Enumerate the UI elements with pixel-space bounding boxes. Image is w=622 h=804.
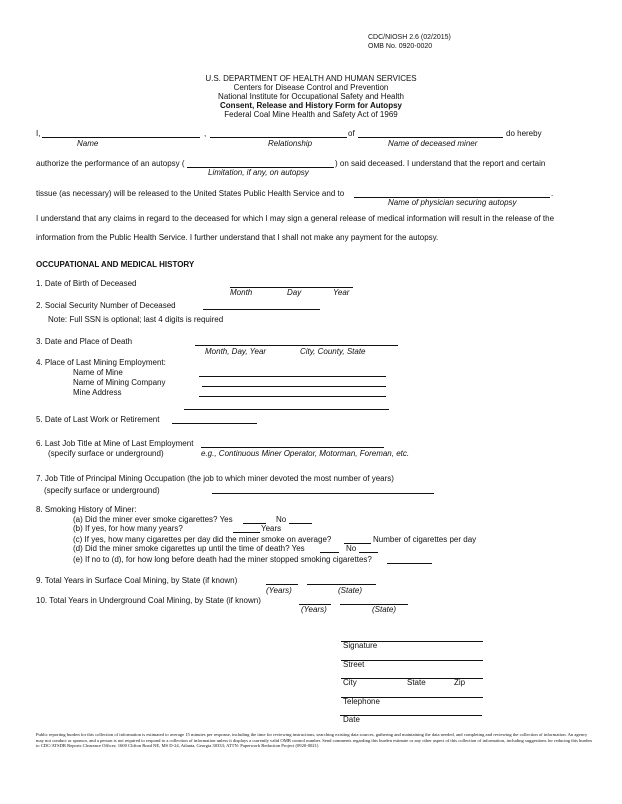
form-code: CDC/NIOSH 2.6 (02/2015) [368,34,451,41]
consent-i: I, [36,129,41,138]
hereby-text: do hereby [506,129,542,138]
last-job-field[interactable] [201,447,384,448]
death-place-label: City, County, State [300,347,366,356]
q8c-label: (c) If yes, how many cigarettes per day did the miner smoke on average? [73,535,332,544]
signature-label: Signature [343,641,378,650]
day-label: Day [287,288,302,297]
q6-spec: (specify surface or underground) [48,449,164,458]
q8c-unit: Number of cigarettes per day [373,535,477,544]
q10-state-label: (State) [372,605,397,614]
deceased-label: Name of deceased miner [388,139,478,148]
date-label: Date [343,715,360,724]
ssn-field[interactable] [203,309,320,310]
period: . [551,189,554,198]
zip-label: Zip [454,678,466,687]
relationship-field[interactable] [210,137,347,138]
q8b-label: (b) If yes, for how many years? [73,524,183,533]
q8d-no-field[interactable] [359,552,378,553]
q6-example: e.g., Continuous Miner Operator, Motorman, Foreman, etc. [201,449,410,458]
form-title: Consent, Release and History Form for Autopsy [220,101,402,110]
claims-text-1: I understand that any claims in regard to the deceased for which I may sign a general release of medical information will result in the release of the [36,214,555,223]
q2-label: 2. Social Security Number of Deceased [36,301,176,310]
name-field[interactable] [42,137,200,138]
comma: , [204,129,207,138]
q10-years-label: (Years) [301,605,327,614]
name-label: Name [77,139,99,148]
mine-name-label: Name of Mine [73,368,123,377]
q9-label: 9. Total Years in Surface Coal Mining, by State (if known) [36,576,238,585]
mine-name-field[interactable] [199,376,386,377]
telephone-label: Telephone [343,697,380,706]
q4-label: 4. Place of Last Mining Employment: [36,358,166,367]
q8d-no-label: No [346,544,357,553]
address-field[interactable] [199,396,386,397]
omb-number: OMB No. 0920-0020 [368,43,433,50]
q9-years-field[interactable] [266,584,298,585]
q5-label: 5. Date of Last Work or Retirement [36,415,160,424]
company-field[interactable] [202,386,386,387]
q6-label: 6. Last Job Title at Mine of Last Employment [36,439,194,448]
act-title: Federal Coal Mine Health and Safety Act of 1969 [224,110,398,119]
q3-label: 3. Date and Place of Death [36,337,133,346]
q1-label: 1. Date of Birth of Deceased [36,279,137,288]
q7-label: 7. Job Title of Principal Mining Occupation (the job to which miner devoted the most number of years) [36,474,394,483]
company-label: Name of Mining Company [73,378,166,387]
address-label: Mine Address [73,388,122,397]
tissue-text: tissue (as necessary) will be released to the United States Public Health Service and to [36,189,345,198]
section-heading: OCCUPATIONAL AND MEDICAL HISTORY [36,260,195,269]
principal-job-field[interactable] [212,493,434,494]
authorize-text: authorize the performance of an autopsy ( [36,159,185,168]
q9-state-field[interactable] [307,584,376,585]
date-field[interactable] [340,715,482,716]
death-field[interactable] [195,345,398,346]
city-label: City [343,678,357,687]
q8a-label: (a) Did the miner ever smoke cigarettes? Yes [73,515,233,524]
death-date-label: Month, Day, Year [205,347,267,356]
q9-years-label: (Years) [266,586,292,595]
claims-text-2: information from the Public Health Service. I further understand that I shall not make any payment for the autopsy. [36,233,439,242]
of-text: of [348,129,355,138]
last-work-field[interactable] [172,423,257,424]
state-label: State [407,678,426,687]
street-label: Street [343,660,365,669]
q8d-yes-field[interactable] [320,552,339,553]
q8a-no-field[interactable] [289,523,312,524]
q8e-label: (e) If no to (d), for how long before death had the miner stopped smoking cigarettes? [73,555,372,564]
q9-state-label: (State) [338,586,363,595]
q10-label: 10. Total Years in Underground Coal Mining, by State (if known) [36,596,261,605]
address-field-2[interactable] [184,409,389,410]
year-label: Year [333,288,350,297]
q8a-no-label: No [276,515,287,524]
relationship-label: Relationship [268,139,313,148]
dept-title: U.S. DEPARTMENT OF HEALTH AND HUMAN SERVICES [205,74,417,83]
ssn-note: Note: Full SSN is optional; last 4 digits is required [48,315,224,324]
burden-statement: Public reporting burden for this collection of information is estimated to average 15 minutes per response, including the time for reviewing instructions, searching existing data sources, gathering and maintaining the data needed, and completing and reviewing the collection of information. An agency may not conduct or sponsor, and a person is not required to respond to a collection of information unless it displays a currently valid OMB control number. Send comments regarding this burden estimate or any other aspect of this collection of information, including suggestions for reducing this burden to CDC/ATSDR Reports Clearance Officer; 1600 Clifton Road NE, MS D-24, Atlanta, Georgia 30333; ATTN: Paperwork Reduction Project (0920-0021) [36,732,592,749]
niosh-title: National Institute for Occupational Safety and Health [218,92,404,101]
month-label: Month [230,288,253,297]
q8b-years: Years [261,524,282,533]
deceased-name-field[interactable] [358,137,503,138]
limitation-label: Limitation, if any, on autopsy [208,168,309,177]
q8d-label: (d) Did the miner smoke cigarettes up until the time of death? Yes [73,544,305,553]
physician-label: Name of physician securing autopsy [388,198,517,207]
q7-spec: (specify surface or underground) [44,486,160,495]
q8b-field[interactable] [233,532,260,533]
q8e-field[interactable] [387,563,432,564]
q8-label: 8. Smoking History of Miner: [36,505,137,514]
cdc-title: Centers for Disease Control and Prevention [233,83,389,92]
authorize-end-text: ) on said deceased. I understand that the report and certain [335,159,546,168]
